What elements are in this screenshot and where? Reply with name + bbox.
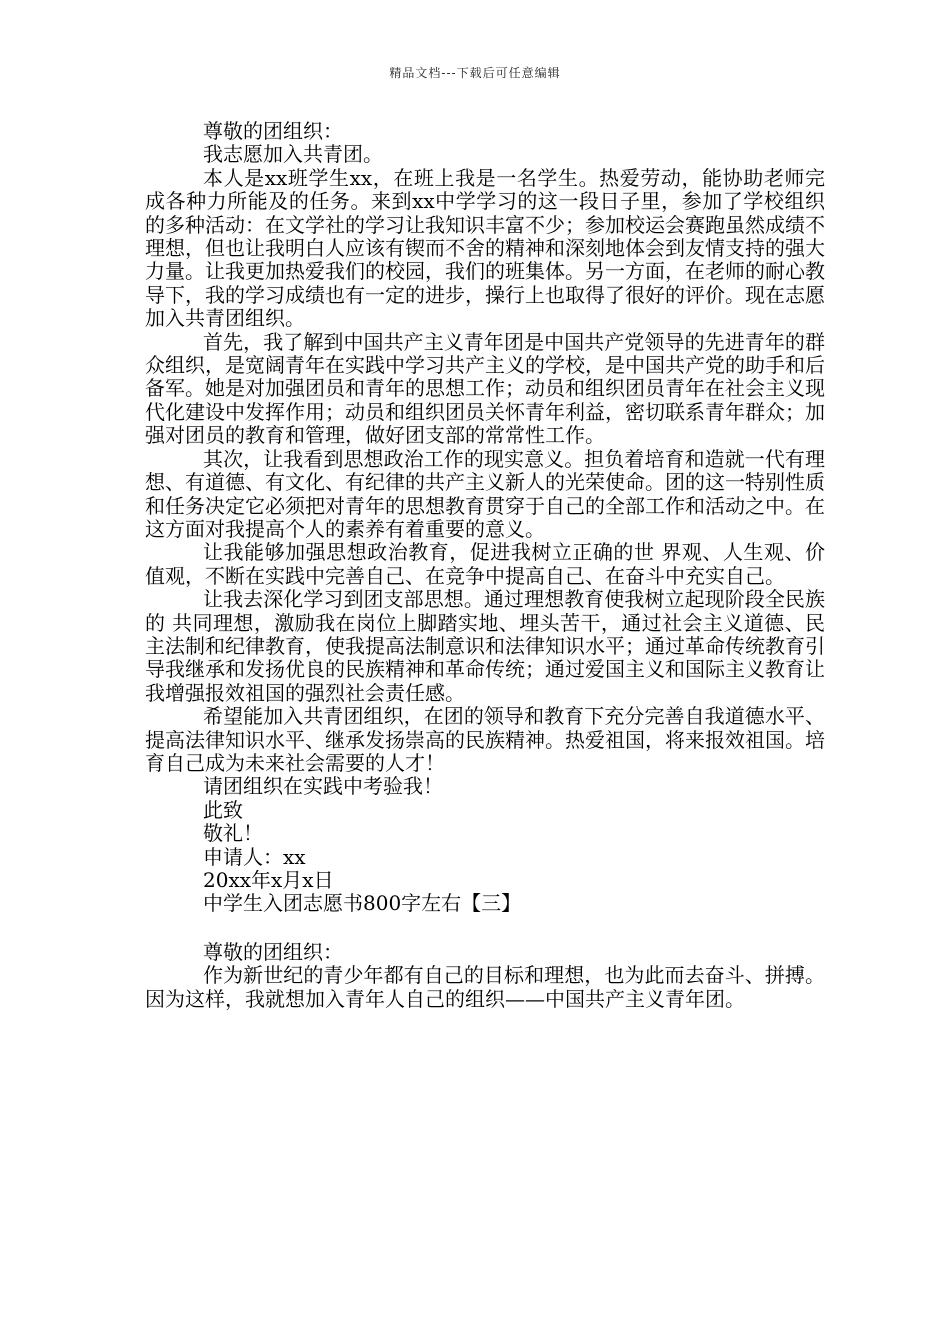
closing-request: 请团组织在实践中考验我！ — [203, 774, 443, 799]
paragraph-3: 其次，让我看到思想政治工作的现实意义。担负着培育和造就一代有理想、有道德、有文化、有纪律的共产主义新人的光荣使命。团的这一特别性质和任务决定它必须把对青年的思想教育贯穿于自己的全部工作和活动之中。在这方面对我提高个人的素养有着重要的意义。 — [145, 446, 825, 541]
closing-cizhi: 此致 — [203, 797, 243, 822]
paragraph-4: 让我能够加强思想政治教育，促进我树立正确的世 界观、人生观、价值观，不断在实践中完善自己、在竞争中提高自己、在奋斗中充实自己。 — [145, 540, 825, 588]
paragraph-1: 本人是xx班学生xx，在班上我是一名学生。热爱劳动，能协助老师完成各种力所能及的任务。来到xx中学学习的这一段日子里，参加了学校组织的多种活动：在文学社的学习让我知识丰富不少；参加校运会赛跑虽然成绩不理想，但也让我明白人应该有锲而不舍的精神和深刻地体会到友情支持的强大力量。让我更加热爱我们的校园，我们的班集体。另一方面，在老师的耐心教导下，我的学习成绩也有一定的进步，操行上也取得了很好的评价。现在志愿加入共青团组织。 — [145, 165, 825, 331]
document-body — [145, 120, 825, 1011]
salutation: 尊敬的团组织： — [203, 119, 343, 143]
paragraph-2: 首先，我了解到中国共产主义青年团是中国共产党领导的先进青年的群众组织，是宽阔青年在实践中学习共产主义的学校，是中国共产党的助手和后备军。她是对加强团员和青年的思想工作；动员和组织团员青年在社会主义现代化建设中发挥作用；动员和组织团员关怀青年利益，密切联系青年群众；加强对团员的教育和管理，做好团支部的常常性工作。 — [145, 329, 825, 448]
date-line: 20xx年x月x日 — [203, 868, 334, 892]
page-header: 精品文档---下载后可任意编辑 — [389, 66, 561, 80]
intro-line: 我志愿加入共青团。 — [203, 142, 383, 167]
salutation-2: 尊敬的团组织： — [203, 939, 343, 964]
applicant-line: 申请人：xx — [203, 844, 306, 869]
paragraph-7: 作为新世纪的青少年都有自己的目标和理想，也为此而去奋斗、拼搏。因为这样，我就想加入青年人自己的组织——中国共产主义青年团。 — [145, 963, 825, 1011]
closing-jingli: 敬礼！ — [203, 821, 263, 846]
paragraph-5: 让我去深化学习到团支部思想。通过理想教育使我树立起现阶段全民族的 共同理想，激励我在岗位上脚踏实地、埋头苦干，通过社会主义道德、民主法制和纪律教育，使我提高法制意识和法律知识水平；通过革命传统教育引导我继承和发扬优良的民族精神和革命传统；通过爱国主义和国际主义教育让我增强报效祖国的强烈社会责任感。 — [145, 587, 825, 705]
blank-line — [145, 916, 825, 941]
section-title: 中学生入团志愿书800字左右【三】 — [203, 891, 522, 916]
paragraph-6: 希望能加入共青团组织，在团的领导和教育下充分完善自我道德水平、提高法律知识水平、继承发扬崇高的民族精神。热爱祖国，将来报效祖国。培育自己成为未来社会需要的人才！ — [145, 704, 825, 775]
